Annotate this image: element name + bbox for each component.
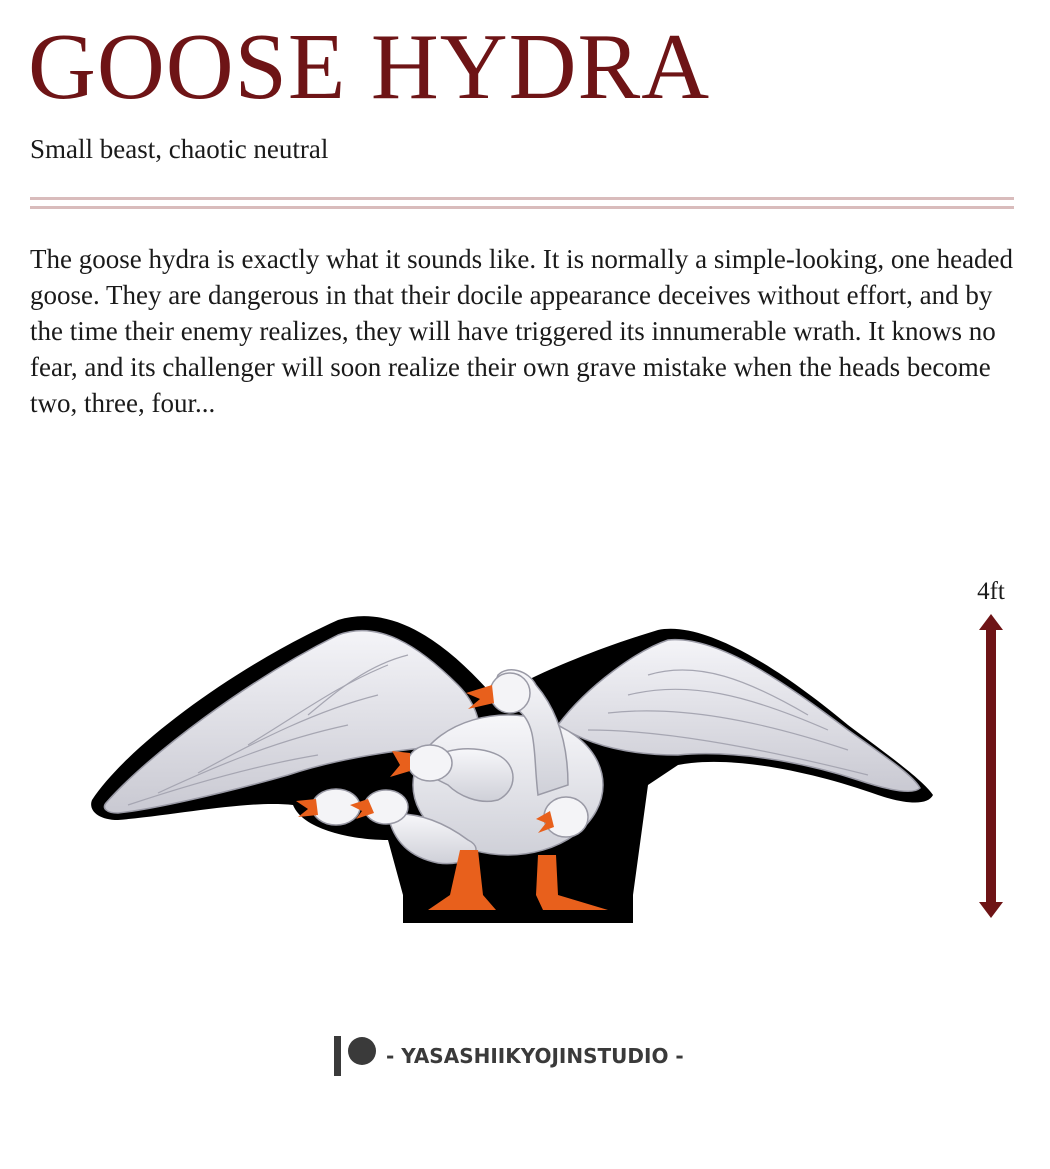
goose-hydra-illustration (88, 605, 948, 935)
divider-top (30, 197, 1014, 200)
head-top (490, 673, 530, 713)
height-arrow-icon (978, 614, 1004, 918)
studio-credit: - YASASHIIKYOJINSTUDIO - (386, 1044, 684, 1068)
patreon-icon (332, 1035, 380, 1077)
footer-credit (332, 1035, 684, 1077)
page-title: GOOSE HYDRA (28, 15, 711, 119)
creature-type: Small beast, chaotic neutral (30, 134, 329, 164)
head-left (312, 789, 360, 825)
height-label: 4ft (977, 578, 1005, 605)
divider-bottom (30, 206, 1014, 209)
creature-description: The goose hydra is exactly what it sounds like. It is normally a simple-looking, one headed goose. They are dangerous in that their docile appearance deceives without effort, and by the time their enemy realizes, they will have triggered its innumerable wrath. It knows no fear, and its challenger will soon realize their own grave mistake when the heads become two, three, four... (30, 244, 1014, 418)
head-middle (408, 745, 452, 781)
